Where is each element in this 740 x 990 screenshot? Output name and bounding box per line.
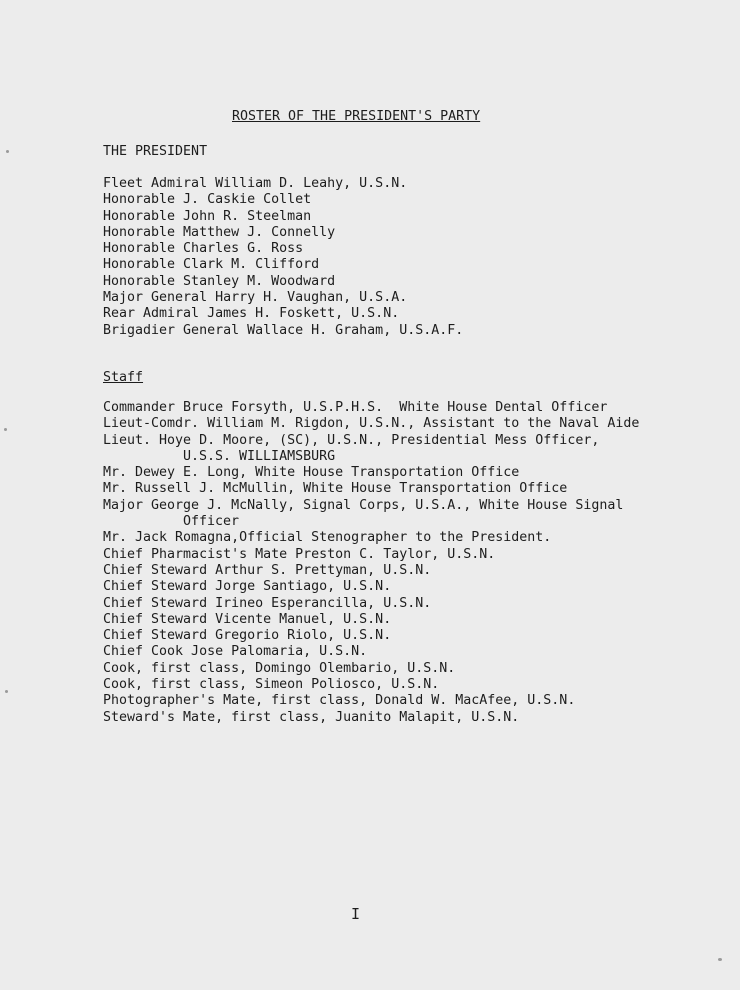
staff-member-text: Chief Steward Arthur S. Prettyman, U.S.N. xyxy=(103,562,432,578)
staff-member-text: Chief Steward Irineo Esperancilla, U.S.N. xyxy=(103,595,432,611)
staff-member xyxy=(103,644,639,660)
staff-member-text: Photographer's Mate, first class, Donald W. MacAfee, U.S.N. xyxy=(103,693,576,709)
president-heading: THE PRESIDENT xyxy=(103,144,208,159)
staff-member xyxy=(103,498,639,531)
document-title: ROSTER OF THE PRESIDENT'S PARTY xyxy=(232,109,481,124)
staff-member xyxy=(103,677,639,693)
staff-member-text: Steward's Mate, first class, Juanito Malapit, U.S.N. xyxy=(103,709,520,725)
staff-member-text: Chief Steward Gregorio Riolo, U.S.N. xyxy=(103,628,392,644)
party-member: Honorable J. Caskie Collet xyxy=(103,192,312,208)
scan-speck xyxy=(4,428,7,431)
party-member: Rear Admiral James H. Foskett, U.S.N. xyxy=(103,306,400,322)
party-member: Fleet Admiral William D. Leahy, U.S.N. xyxy=(103,176,408,191)
party-member: Honorable Charles G. Ross xyxy=(103,241,304,257)
staff-member-continuation: U.S.S. WILLIAMSBURG xyxy=(183,448,336,464)
staff-member xyxy=(103,547,639,563)
staff-member-text: Chief Steward Jorge Santiago, U.S.N. xyxy=(103,579,392,595)
staff-member xyxy=(103,596,639,612)
staff-member xyxy=(103,481,639,497)
staff-member-continuation: Officer xyxy=(183,514,240,530)
staff-member xyxy=(103,693,639,709)
party-member: Honorable John R. Steelman xyxy=(103,208,312,224)
staff-member xyxy=(103,628,639,644)
party-member: Brigadier General Wallace H. Graham, U.S.A.F. xyxy=(103,322,464,338)
scan-speck xyxy=(718,958,722,961)
party-member: Honorable Clark M. Clifford xyxy=(103,257,320,273)
staff-member-text: Mr. Jack Romagna,Official Stenographer to the President. xyxy=(103,530,552,546)
staff-member-text: Cook, first class, Domingo Olembario, U.S.N. xyxy=(103,660,456,676)
party-member: Major General Harry H. Vaughan, U.S.A. xyxy=(103,290,408,306)
staff-member-text: Mr. Dewey E. Long, White House Transportation Office xyxy=(103,465,520,481)
party-member: Honorable Matthew J. Connelly xyxy=(103,224,336,240)
staff-list xyxy=(103,400,639,726)
staff-member xyxy=(103,400,639,416)
scan-speck xyxy=(5,690,8,693)
staff-member xyxy=(103,433,639,466)
staff-member xyxy=(103,416,639,432)
staff-member xyxy=(103,563,639,579)
staff-heading: Staff xyxy=(103,370,144,385)
party-member: Honorable Stanley M. Woodward xyxy=(103,273,336,289)
staff-member xyxy=(103,612,639,628)
staff-member xyxy=(103,465,639,481)
staff-member-text: Cook, first class, Simeon Poliosco, U.S.N. xyxy=(103,677,440,693)
staff-member xyxy=(103,579,639,595)
staff-member-text: Lieut-Comdr. William M. Rigdon, U.S.N., Assistant to the Naval Aide xyxy=(103,416,640,432)
staff-member xyxy=(103,530,639,546)
page-number: I xyxy=(351,905,361,923)
scan-speck xyxy=(6,150,9,153)
staff-member-text: Major George J. McNally, Signal Corps, U.S.A., White House Signal xyxy=(103,497,624,513)
staff-member xyxy=(103,710,639,726)
party-list xyxy=(103,176,463,339)
staff-member-text: Lieut. Hoye D. Moore, (SC), U.S.N., Presidential Mess Officer, xyxy=(103,432,600,448)
staff-member-text: Commander Bruce Forsyth, U.S.P.H.S. White House Dental Officer xyxy=(103,400,608,415)
staff-member-text: Chief Cook Jose Palomaria, U.S.N. xyxy=(103,644,368,660)
staff-member-text: Mr. Russell J. McMullin, White House Transportation Office xyxy=(103,481,568,497)
staff-member-text: Chief Steward Vicente Manuel, U.S.N. xyxy=(103,611,392,627)
staff-member-text: Chief Pharmacist's Mate Preston C. Taylor, U.S.N. xyxy=(103,546,496,562)
staff-member xyxy=(103,661,639,677)
